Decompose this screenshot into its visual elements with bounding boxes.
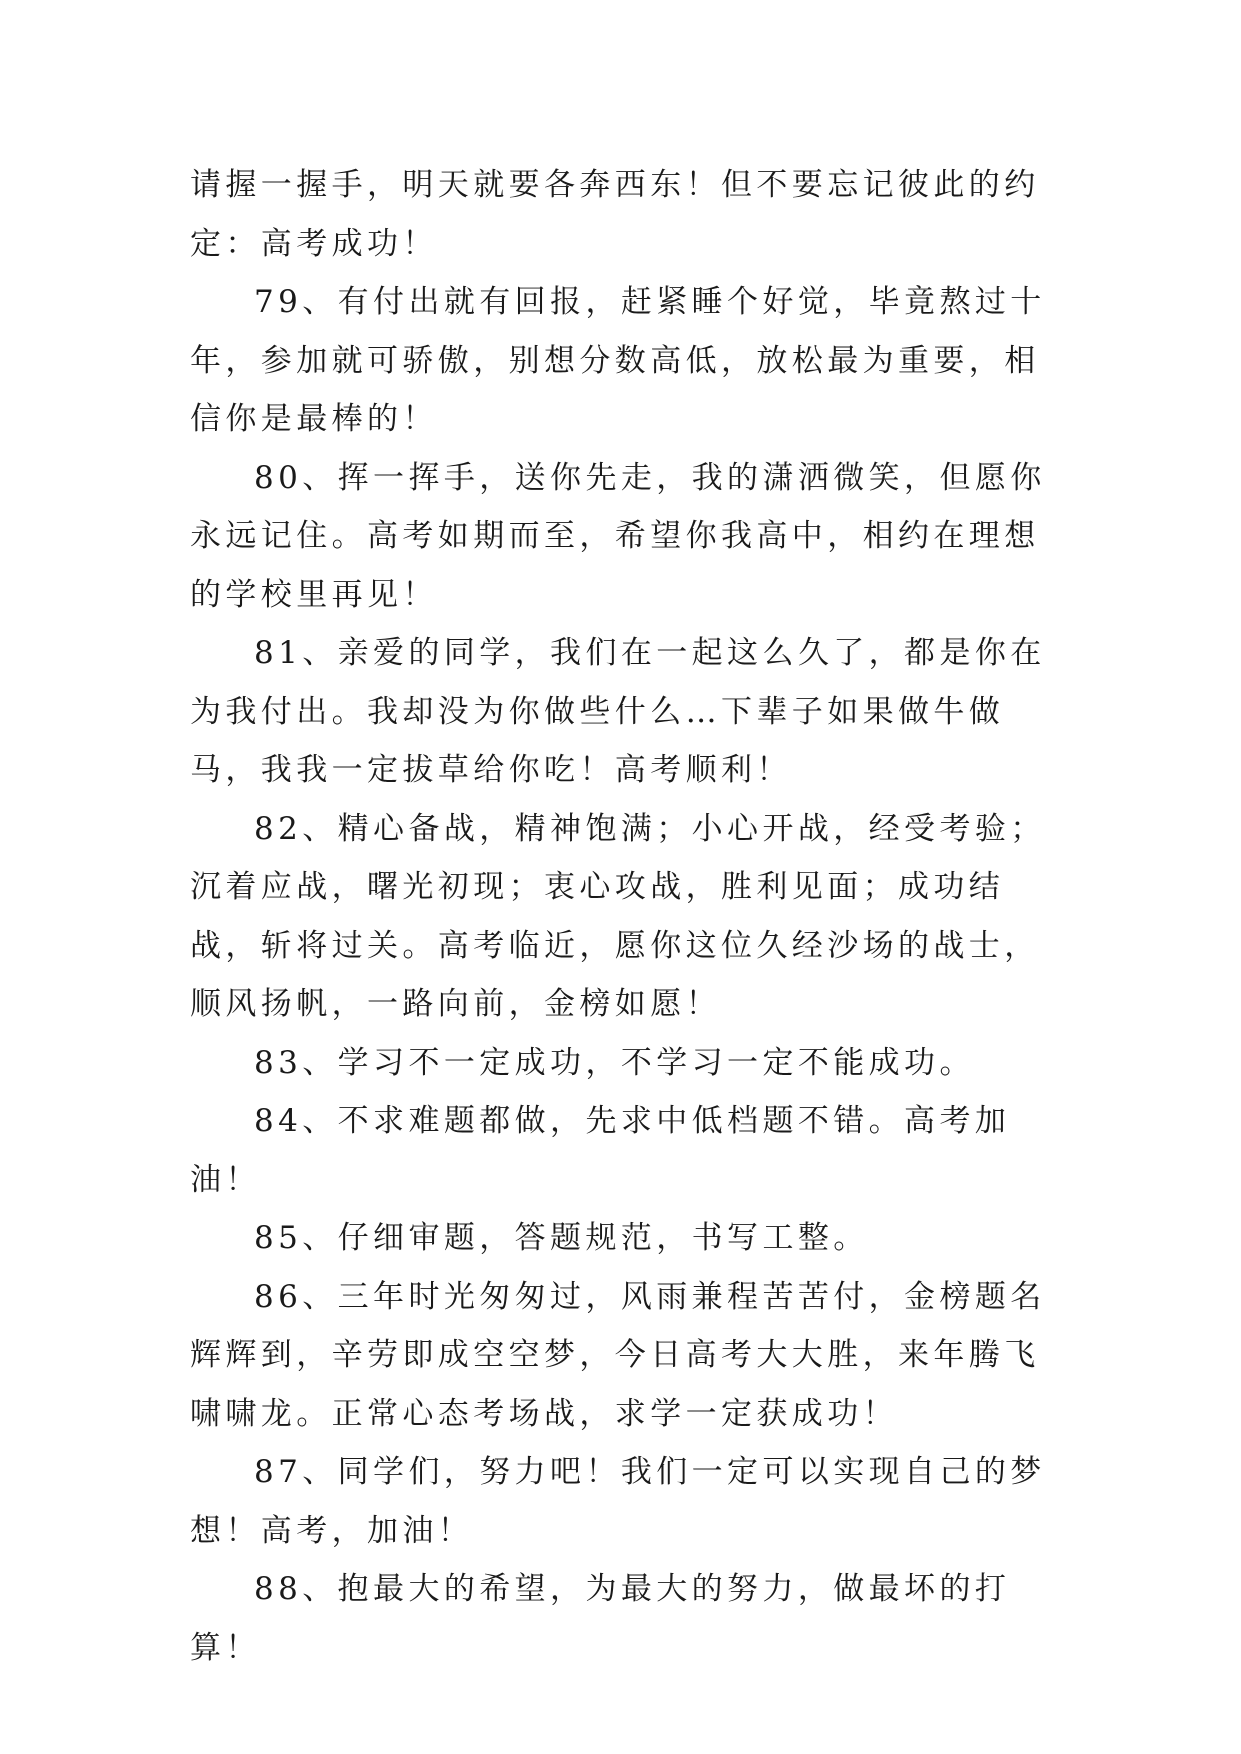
paragraph-item-84: 84、不求难题都做，先求中低档题不错。高考加油！ — [190, 1103, 1011, 1198]
paragraph-item-79: 79、有付出就有回报，赶紧睡个好觉，毕竟熬过十年，参加就可骄傲，别想分数高低，放松最为重要，相信你是最棒的！ — [190, 284, 1046, 437]
paragraph-item-82: 82、精心备战，精神饱满；小心开战，经受考验；沉着应战，曙光初现；衷心攻战，胜利见面；成功结战，斩将过关。高考临近，愿你这位久经沙场的战士，顺风扬帆，一路向前，金榜如愿！ — [190, 810, 1046, 1022]
paragraph-continuation: 请握一握手，明天就要各奔西东！但不要忘记彼此的约定：高考成功！ — [190, 167, 1040, 262]
document-body — [190, 156, 1070, 1677]
paragraph-item-85: 85、仔细审题，答题规范，书写工整。 — [254, 1220, 869, 1256]
paragraph-item-80: 80、挥一挥手，送你先走，我的潇洒微笑，但愿你永远记住。高考如期而至，希望你我高中，相约在理想的学校里再见！ — [190, 459, 1046, 613]
paragraph-item-87: 87、同学们，努力吧！我们一定可以实现自己的梦想！高考，加油！ — [190, 1454, 1046, 1549]
paragraph-item-81: 81、亲爱的同学，我们在一起这么久了，都是你在为我付出。我却没为你做些什么…下辈子如果做牛做马，我我一定拔草给你吃！高考顺利！ — [190, 635, 1046, 788]
paragraph-item-83: 83、学习不一定成功，不学习一定不能成功。 — [254, 1044, 975, 1081]
paragraph-item-86: 86、三年时光匆匆过，风雨兼程苦苦付，金榜题名辉辉到，辛劳即成空空梦，今日高考大大胜，来年腾飞啸啸龙。正常心态考场战，求学一定获成功！ — [190, 1278, 1046, 1432]
paragraph-item-88: 88、抱最大的希望，为最大的努力，做最坏的打算！ — [190, 1571, 1011, 1666]
